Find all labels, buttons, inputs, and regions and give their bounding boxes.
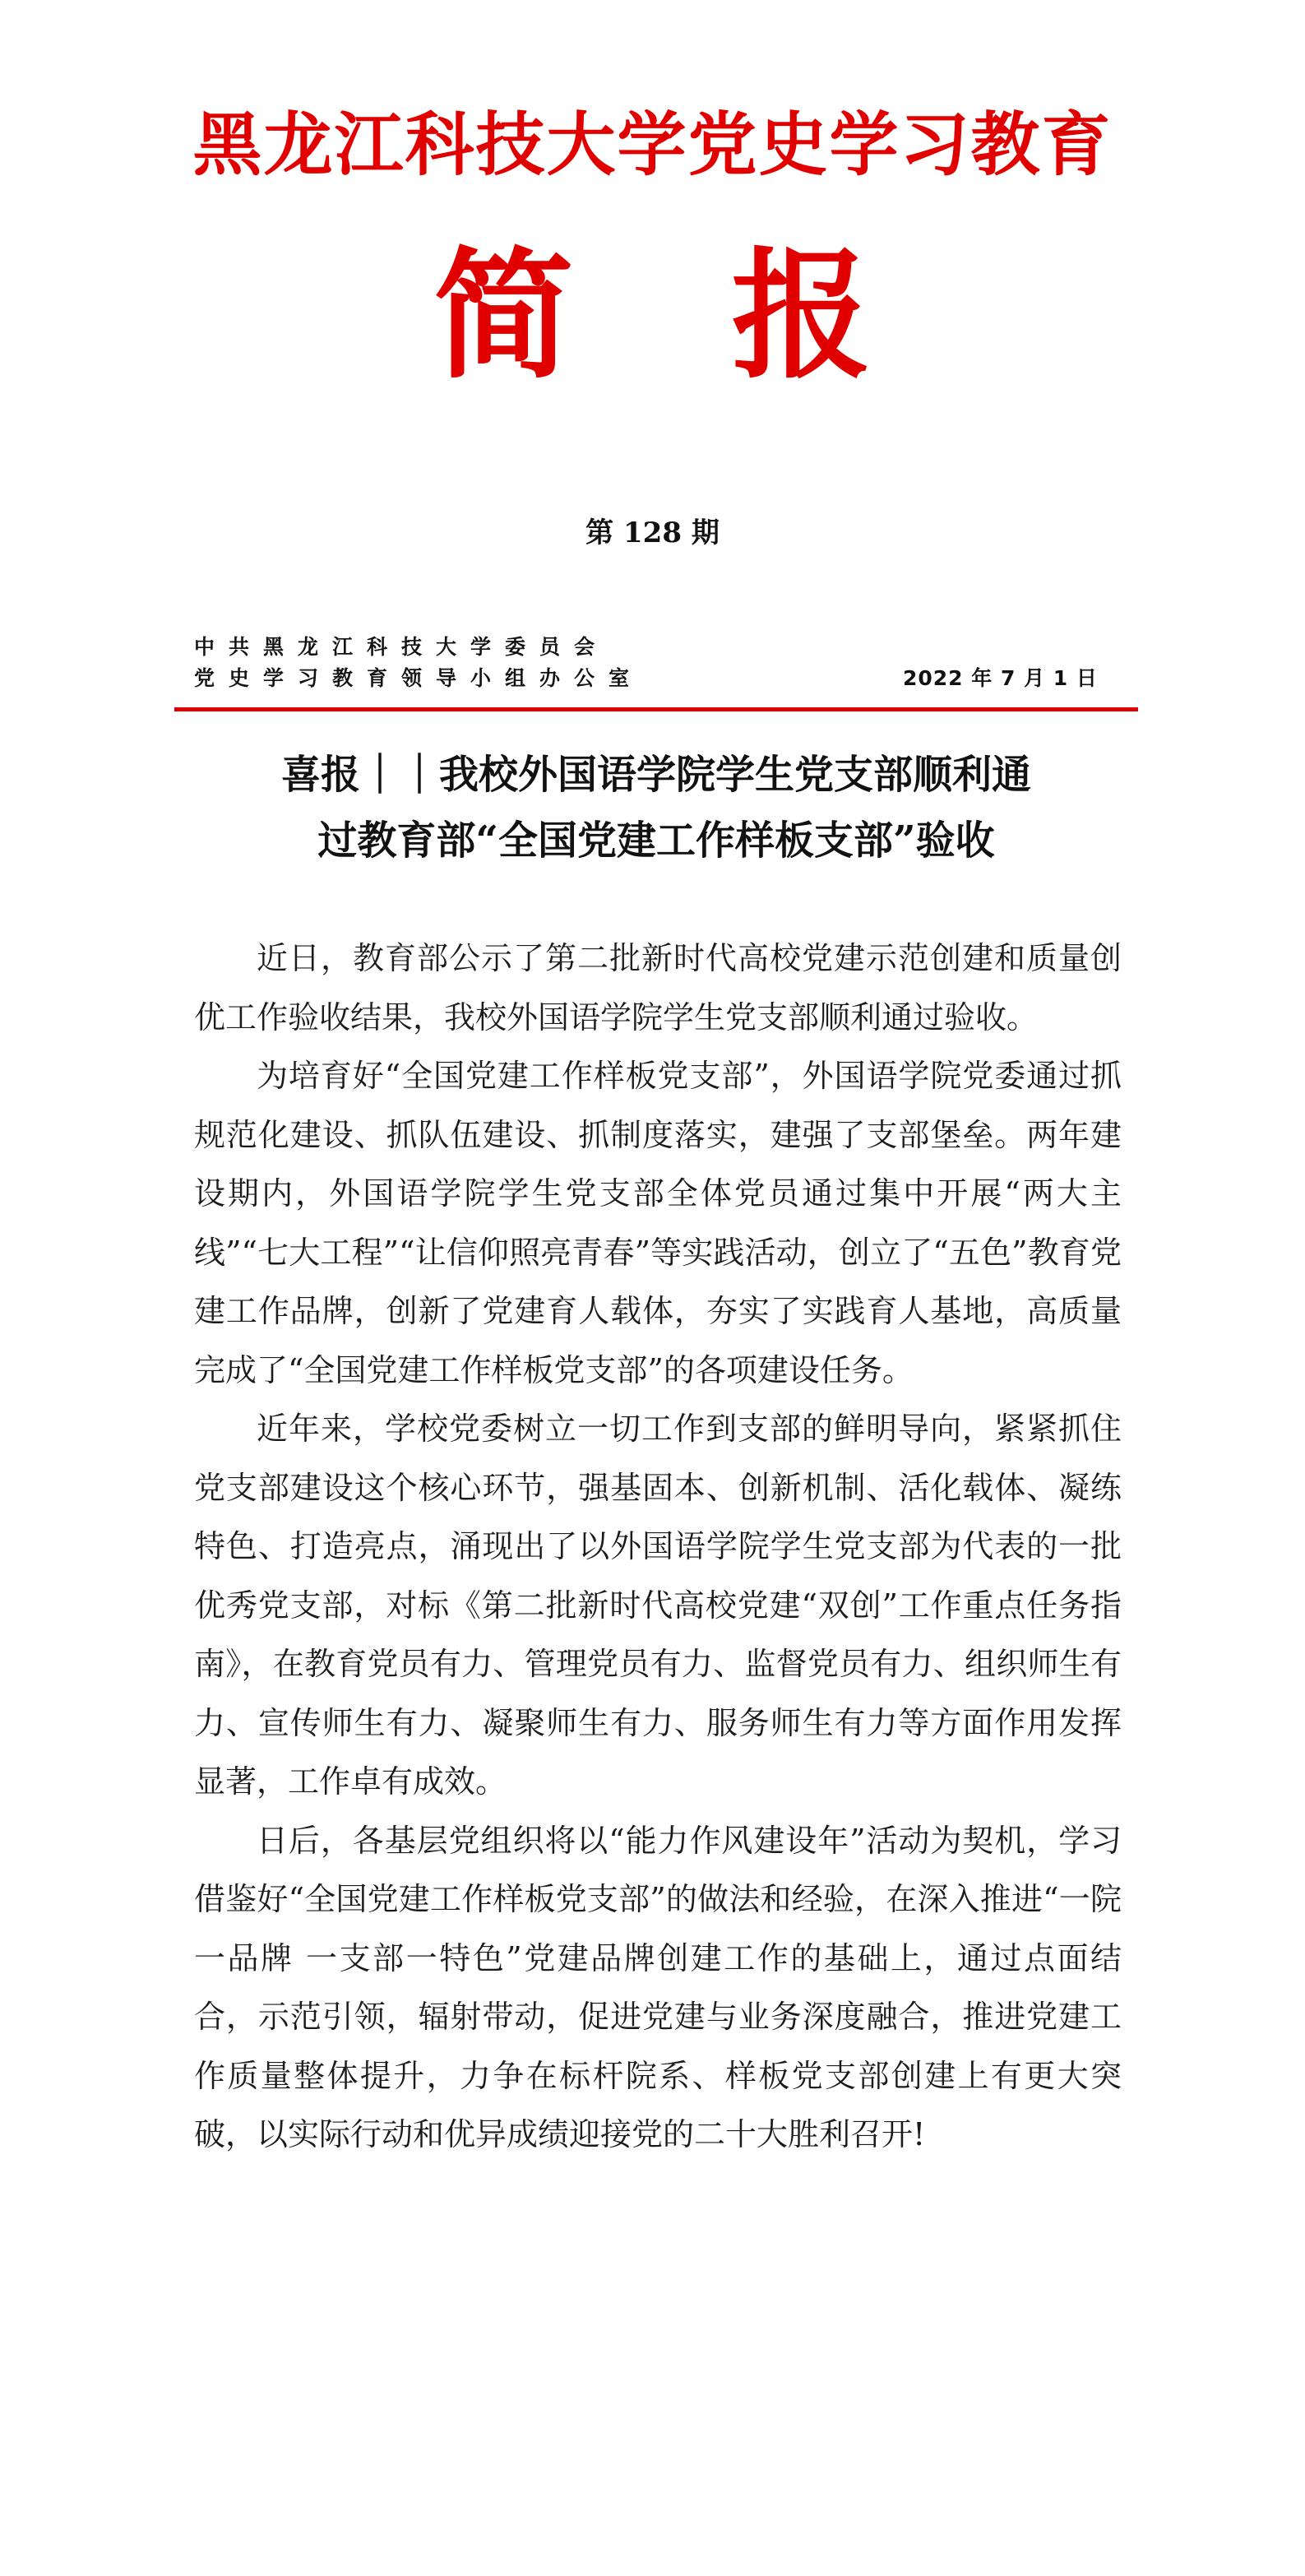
issuer-block [194,632,643,694]
article-title-line-2: 过教育部“全国党建工作样板支部”验收 [317,818,995,864]
article-paragraph-1: 近日，教育部公示了第二批新时代高校党建示范创建和质量创优工作验收结果，我校外国语学院学生党支部顺利通过验收。 [194,940,1122,1035]
masthead-bulletin-heading [0,235,1305,398]
bulletin-char-bao: 报 [731,235,872,398]
article-title-line-1: 喜报｜｜我校外国语学院学生党支部顺利通 [280,752,1031,798]
article-paragraph-4: 日后，各基层党组织将以“能力作风建设年”活动为契机，学习借鉴好“全国党建工作样板党支部”的做法和经验，在深入推进“一院一品牌 一支部一特色”党建品牌创建工作的基础上，通过点面结合，示范引领，辐射带动，促进党建与业务深度融合，推进党建工作质量整体提升，力争在标杆院系、样板党支部创建上有更大突破，以实际行动和优异成绩迎接党的二十大胜利召开! [194,1822,1122,2152]
issuer-line-committee: 中共黑龙江科技大学委员会 [194,635,609,659]
article-paragraph-2: 为培育好“全国党建工作样板党支部”，外国语学院党委通过抓规范化建设、抓队伍建设、抓制度落实，建强了支部堡垒。两年建设期内，外国语学院学生党支部全体党员通过集中开展“两大主线”“七大工程”“让信仰照亮青春”等实践活动，创立了“五色”教育党建工作品牌，创新了党建育人载体，夯实了实践育人基地，高质量完成了“全国党建工作样板党支部”的各项建设任务。 [194,1058,1122,1388]
article-title [174,742,1138,873]
issue-date: 2022 年 7 月 1 日 [903,666,1098,690]
issuer-line-office: 党史学习教育领导小组办公室 [194,666,644,690]
bulletin-char-jian: 简 [433,235,574,398]
red-divider-rule [174,707,1138,711]
article-body [194,929,1122,2165]
issue-number: 第 128 期 [585,517,720,549]
article-paragraph-3: 近年来，学校党委树立一切工作到支部的鲜明导向，紧紧抓住党支部建设这个核心环节，强基固本、创新机制、活化载体、凝练特色、打造亮点，涌现出了以外国语学院学生党支部为代表的一批优秀党支部，对标《第二批新时代高校党建“双创”工作重点任务指南》，在教育党员有力、管理党员有力、监督党员有力、组织师生有力、宣传师生有力、凝聚师生有力、服务师生有力等方面作用发挥显著，工作卓有成效。 [194,1411,1122,1800]
masthead-title: 黑龙江科技大学党史学习教育 [192,104,1113,185]
